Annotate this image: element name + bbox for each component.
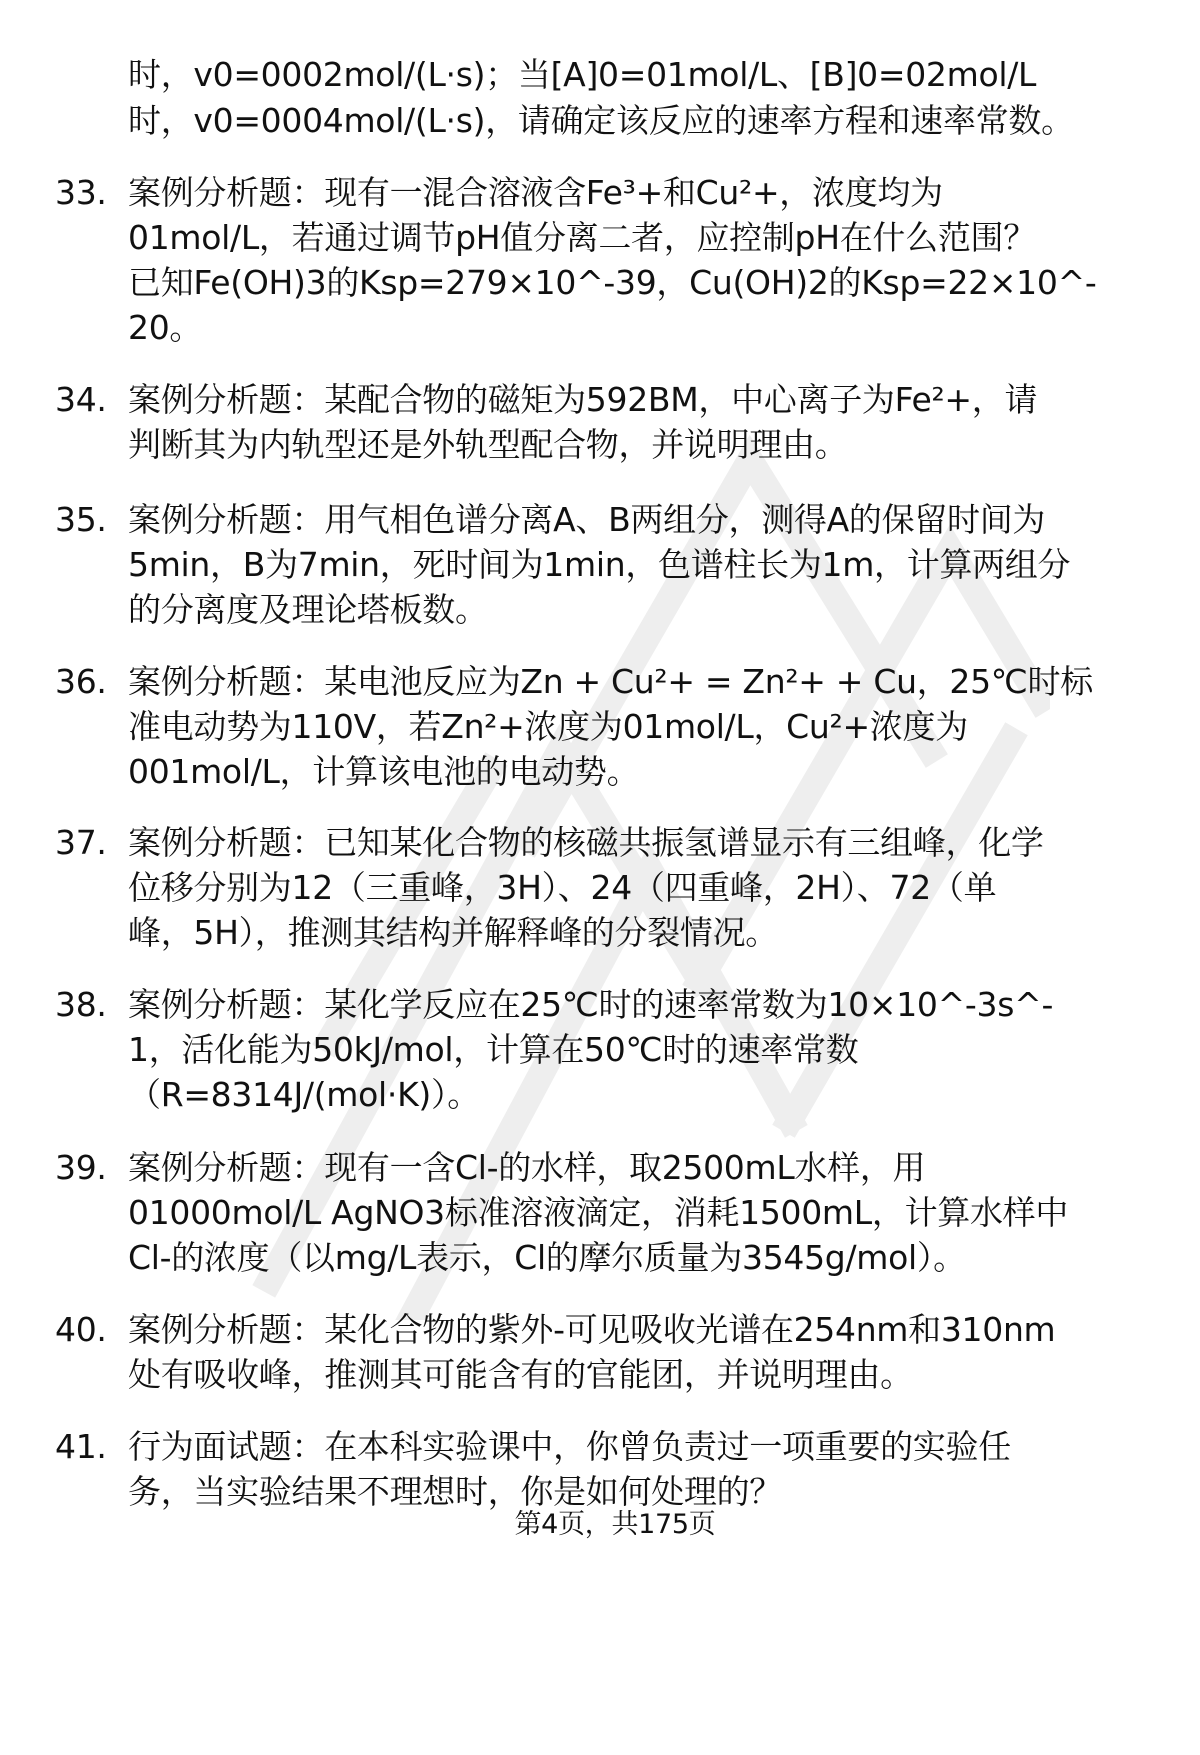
text-line: 案例分析题：某配合物的磁矩为592BM，中心离子为Fe²+，请 (128, 380, 1038, 419)
continuation-text (128, 52, 1168, 144)
text-line: 01000mol/L AgNO3标准溶液滴定，消耗1500mL，计算水样中 (128, 1193, 1069, 1232)
question-number: 34. (55, 380, 107, 419)
text-line: 案例分析题：某化学反应在25℃时的速率常数为10×10^-3s^- (128, 985, 1054, 1024)
text-line: 判断其为内轨型还是外轨型配合物，并说明理由。 (128, 425, 848, 464)
question-40 (55, 1307, 1175, 1397)
text-line: 1，活化能为50kJ/mol，计算在50℃时的速率常数 (128, 1030, 859, 1069)
text-line: 位移分别为12（三重峰，3H）、24（四重峰，2H）、72（单 (128, 868, 997, 907)
question-number: 40. (55, 1310, 107, 1349)
question-text (128, 1145, 1128, 1280)
question-number: 36. (55, 662, 107, 701)
text-line: 001mol/L，计算该电池的电动势。 (128, 752, 640, 791)
question-text (128, 820, 1128, 955)
question-number: 35. (55, 500, 107, 539)
text-line: 峰，5H），推测其结构并解释峰的分裂情况。 (128, 913, 779, 952)
text-line: 01mol/L，若通过调节pH值分离二者，应控制pH在什么范围？ (128, 218, 1036, 257)
question-text (128, 377, 1128, 467)
question-number: 41. (55, 1427, 107, 1466)
question-number: 33. (55, 173, 107, 212)
text-line: 案例分析题：已知某化合物的核磁共振氢谱显示有三组峰，化学 (128, 823, 1044, 862)
question-34 (55, 377, 1175, 467)
text-line: （R=8314J/(mol·K)）。 (128, 1075, 480, 1114)
question-text (128, 982, 1128, 1117)
question-38 (55, 982, 1175, 1117)
question-41 (55, 1424, 1175, 1514)
question-number: 38. (55, 985, 107, 1024)
text-line: 务，当实验结果不理想时，你是如何处理的？ (128, 1472, 783, 1511)
text-line: 准电动势为110V，若Zn²+浓度为01mol/L，Cu²+浓度为 (128, 707, 968, 746)
page-number-footer: 第4页，共175页 (514, 1509, 716, 1540)
question-text (128, 1424, 1128, 1514)
text-line: 案例分析题：用气相色谱分离A、B两组分，测得A的保留时间为 (128, 500, 1046, 539)
text-line: 案例分析题：现有一含Cl-的水样，取2500mL水样，用 (128, 1148, 926, 1187)
text-line: 已知Fe(OH)3的Ksp=279×10^-39，Cu(OH)2的Ksp=22×10^- (128, 263, 1097, 302)
question-text (128, 170, 1128, 350)
question-37 (55, 820, 1175, 955)
text-line: Cl-的浓度（以mg/L表示，Cl的摩尔质量为3545g/mol）。 (128, 1238, 966, 1277)
question-39 (55, 1145, 1175, 1280)
text-line: 的分离度及理论塔板数。 (128, 590, 488, 629)
question-text (128, 497, 1128, 632)
question-number: 39. (55, 1148, 107, 1187)
question-33 (55, 170, 1175, 350)
text-line: 案例分析题：某电池反应为Zn + Cu²+ = Zn²+ + Cu，25℃时标 (128, 662, 1093, 701)
text-line: 案例分析题：现有一混合溶液含Fe³+和Cu²+，浓度均为 (128, 173, 943, 212)
question-text (128, 1307, 1128, 1397)
text-line: 时，v0=0004mol/(L·s)，请确定该反应的速率方程和速率常数。 (128, 101, 1074, 140)
question-text (128, 659, 1128, 794)
text-line: 处有吸收峰，推测其可能含有的官能团，并说明理由。 (128, 1355, 913, 1394)
text-line: 案例分析题：某化合物的紫外-可见吸收光谱在254nm和310nm (128, 1310, 1056, 1349)
text-line: 行为面试题：在本科实验课中，你曾负责过一项重要的实验任 (128, 1427, 1011, 1466)
question-number: 37. (55, 823, 107, 862)
question-36 (55, 659, 1175, 794)
text-line: 时，v0=0002mol/(L·s)；当[A]0=01mol/L、[B]0=02mol/L (128, 55, 1037, 94)
question-35 (55, 497, 1175, 632)
text-line: 20。 (128, 308, 203, 347)
text-line: 5min，B为7min，死时间为1min，色谱柱长为1m，计算两组分 (128, 545, 1071, 584)
